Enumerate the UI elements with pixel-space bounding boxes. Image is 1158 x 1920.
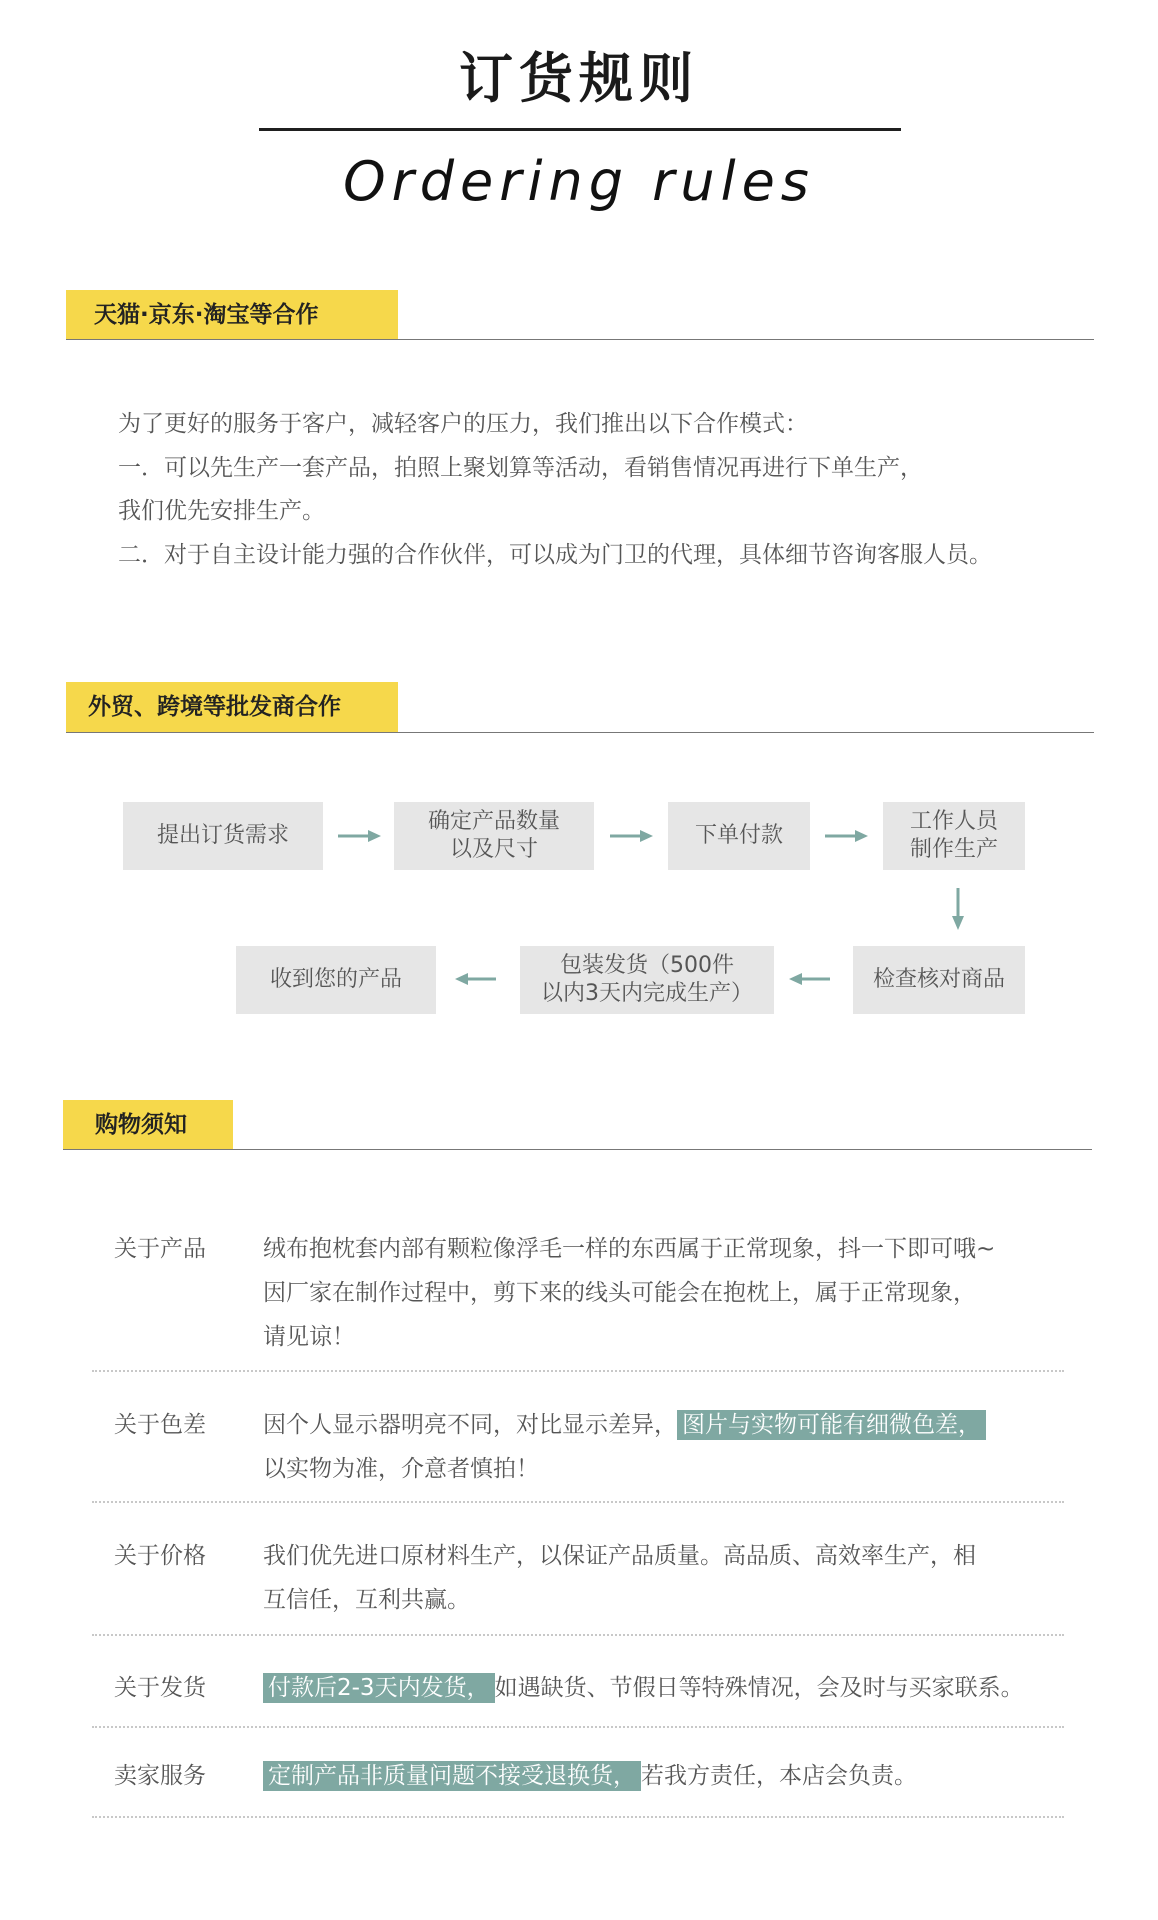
dotted-divider — [92, 1370, 1064, 1372]
note-label: 关于产品 — [114, 1236, 206, 1262]
arrow-right-icon — [825, 830, 868, 842]
dotted-divider — [92, 1501, 1064, 1503]
paragraph-line: 一．可以先生产一套产品，拍照上聚划算等活动，看销售情况再进行下单生产， — [118, 455, 923, 481]
dotted-divider — [92, 1816, 1064, 1818]
flow-step-label: 检查核对商品 — [872, 967, 1005, 992]
dotted-divider — [92, 1634, 1064, 1636]
arrow-right-icon — [338, 830, 381, 842]
note-label: 关于价格 — [114, 1543, 206, 1569]
note-text-plain: 若我方责任，本店会负责。 — [641, 1763, 917, 1789]
note-highlight: 定制产品非质量问题不接受退换货， — [263, 1761, 641, 1791]
section-tag-shopping-notes: 购物须知 — [63, 1100, 233, 1150]
note-text: 绒布抱枕套内部有颗粒像浮毛一样的东西属于正常现象，抖一下即可哦~ — [263, 1236, 996, 1262]
note-text: 以实物为准，介意者慎拍！ — [263, 1456, 539, 1482]
section-tag-cooperation: 天猫·京东·淘宝等合作 — [66, 290, 398, 340]
flow-step-label: 以内3天内完成生产） — [541, 981, 753, 1006]
note-text — [263, 1669, 1024, 1702]
note-text: 因厂家在制作过程中，剪下来的线头可能会在抱枕上，属于正常现象， — [263, 1280, 976, 1306]
note-highlight: 图片与实物可能有细微色差， — [677, 1410, 986, 1440]
page-title-en: Ordering rules — [343, 150, 815, 213]
section-tag-wholesale: 外贸、跨境等批发商合作 — [66, 682, 398, 732]
paragraph-line: 为了更好的服务于客户，减轻客户的压力，我们推出以下合作模式： — [118, 411, 808, 437]
arrow-left-icon — [789, 973, 830, 985]
note-text: 互信任，互利共赢。 — [263, 1587, 470, 1613]
note-highlight: 付款后2-3天内发货， — [263, 1673, 495, 1703]
flow-step-label: 确定产品数量 — [427, 809, 560, 834]
note-text-plain: 如遇缺货、节假日等特殊情况，会及时与买家联系。 — [494, 1675, 1024, 1701]
flow-step-label: 以及尺寸 — [449, 837, 538, 862]
paragraph-line: 我们优先安排生产。 — [118, 498, 325, 524]
section-divider — [63, 1149, 1092, 1150]
arrow-right-icon — [610, 830, 653, 842]
paragraph-line: 二．对于自主设计能力强的合作伙伴，可以成为门卫的代理，具体细节咨询客服人员。 — [118, 542, 992, 568]
note-label: 关于发货 — [114, 1675, 206, 1701]
dotted-divider — [92, 1726, 1064, 1728]
note-label: 关于色差 — [114, 1412, 206, 1438]
note-text — [263, 1406, 986, 1439]
note-text — [263, 1757, 917, 1790]
arrow-left-icon — [455, 973, 496, 985]
flow-step-label: 提出订货需求 — [156, 823, 289, 848]
flow-step-label: 收到您的产品 — [269, 967, 402, 992]
note-text-plain: 因个人显示器明亮不同，对比显示差异， — [263, 1412, 677, 1438]
arrow-down-icon — [952, 888, 964, 930]
flow-step-label: 制作生产 — [909, 837, 998, 862]
page-title-cn: 订货规则 — [459, 47, 699, 110]
note-text: 请见谅！ — [263, 1324, 355, 1350]
flow-step-label: 包装发货（500件 — [560, 953, 734, 978]
flow-step-label: 下单付款 — [694, 823, 783, 848]
note-text: 我们优先进口原材料生产，以保证产品质量。高品质、高效率生产，相 — [263, 1543, 976, 1569]
note-label: 卖家服务 — [114, 1763, 206, 1789]
flow-step-label: 工作人员 — [909, 809, 998, 834]
